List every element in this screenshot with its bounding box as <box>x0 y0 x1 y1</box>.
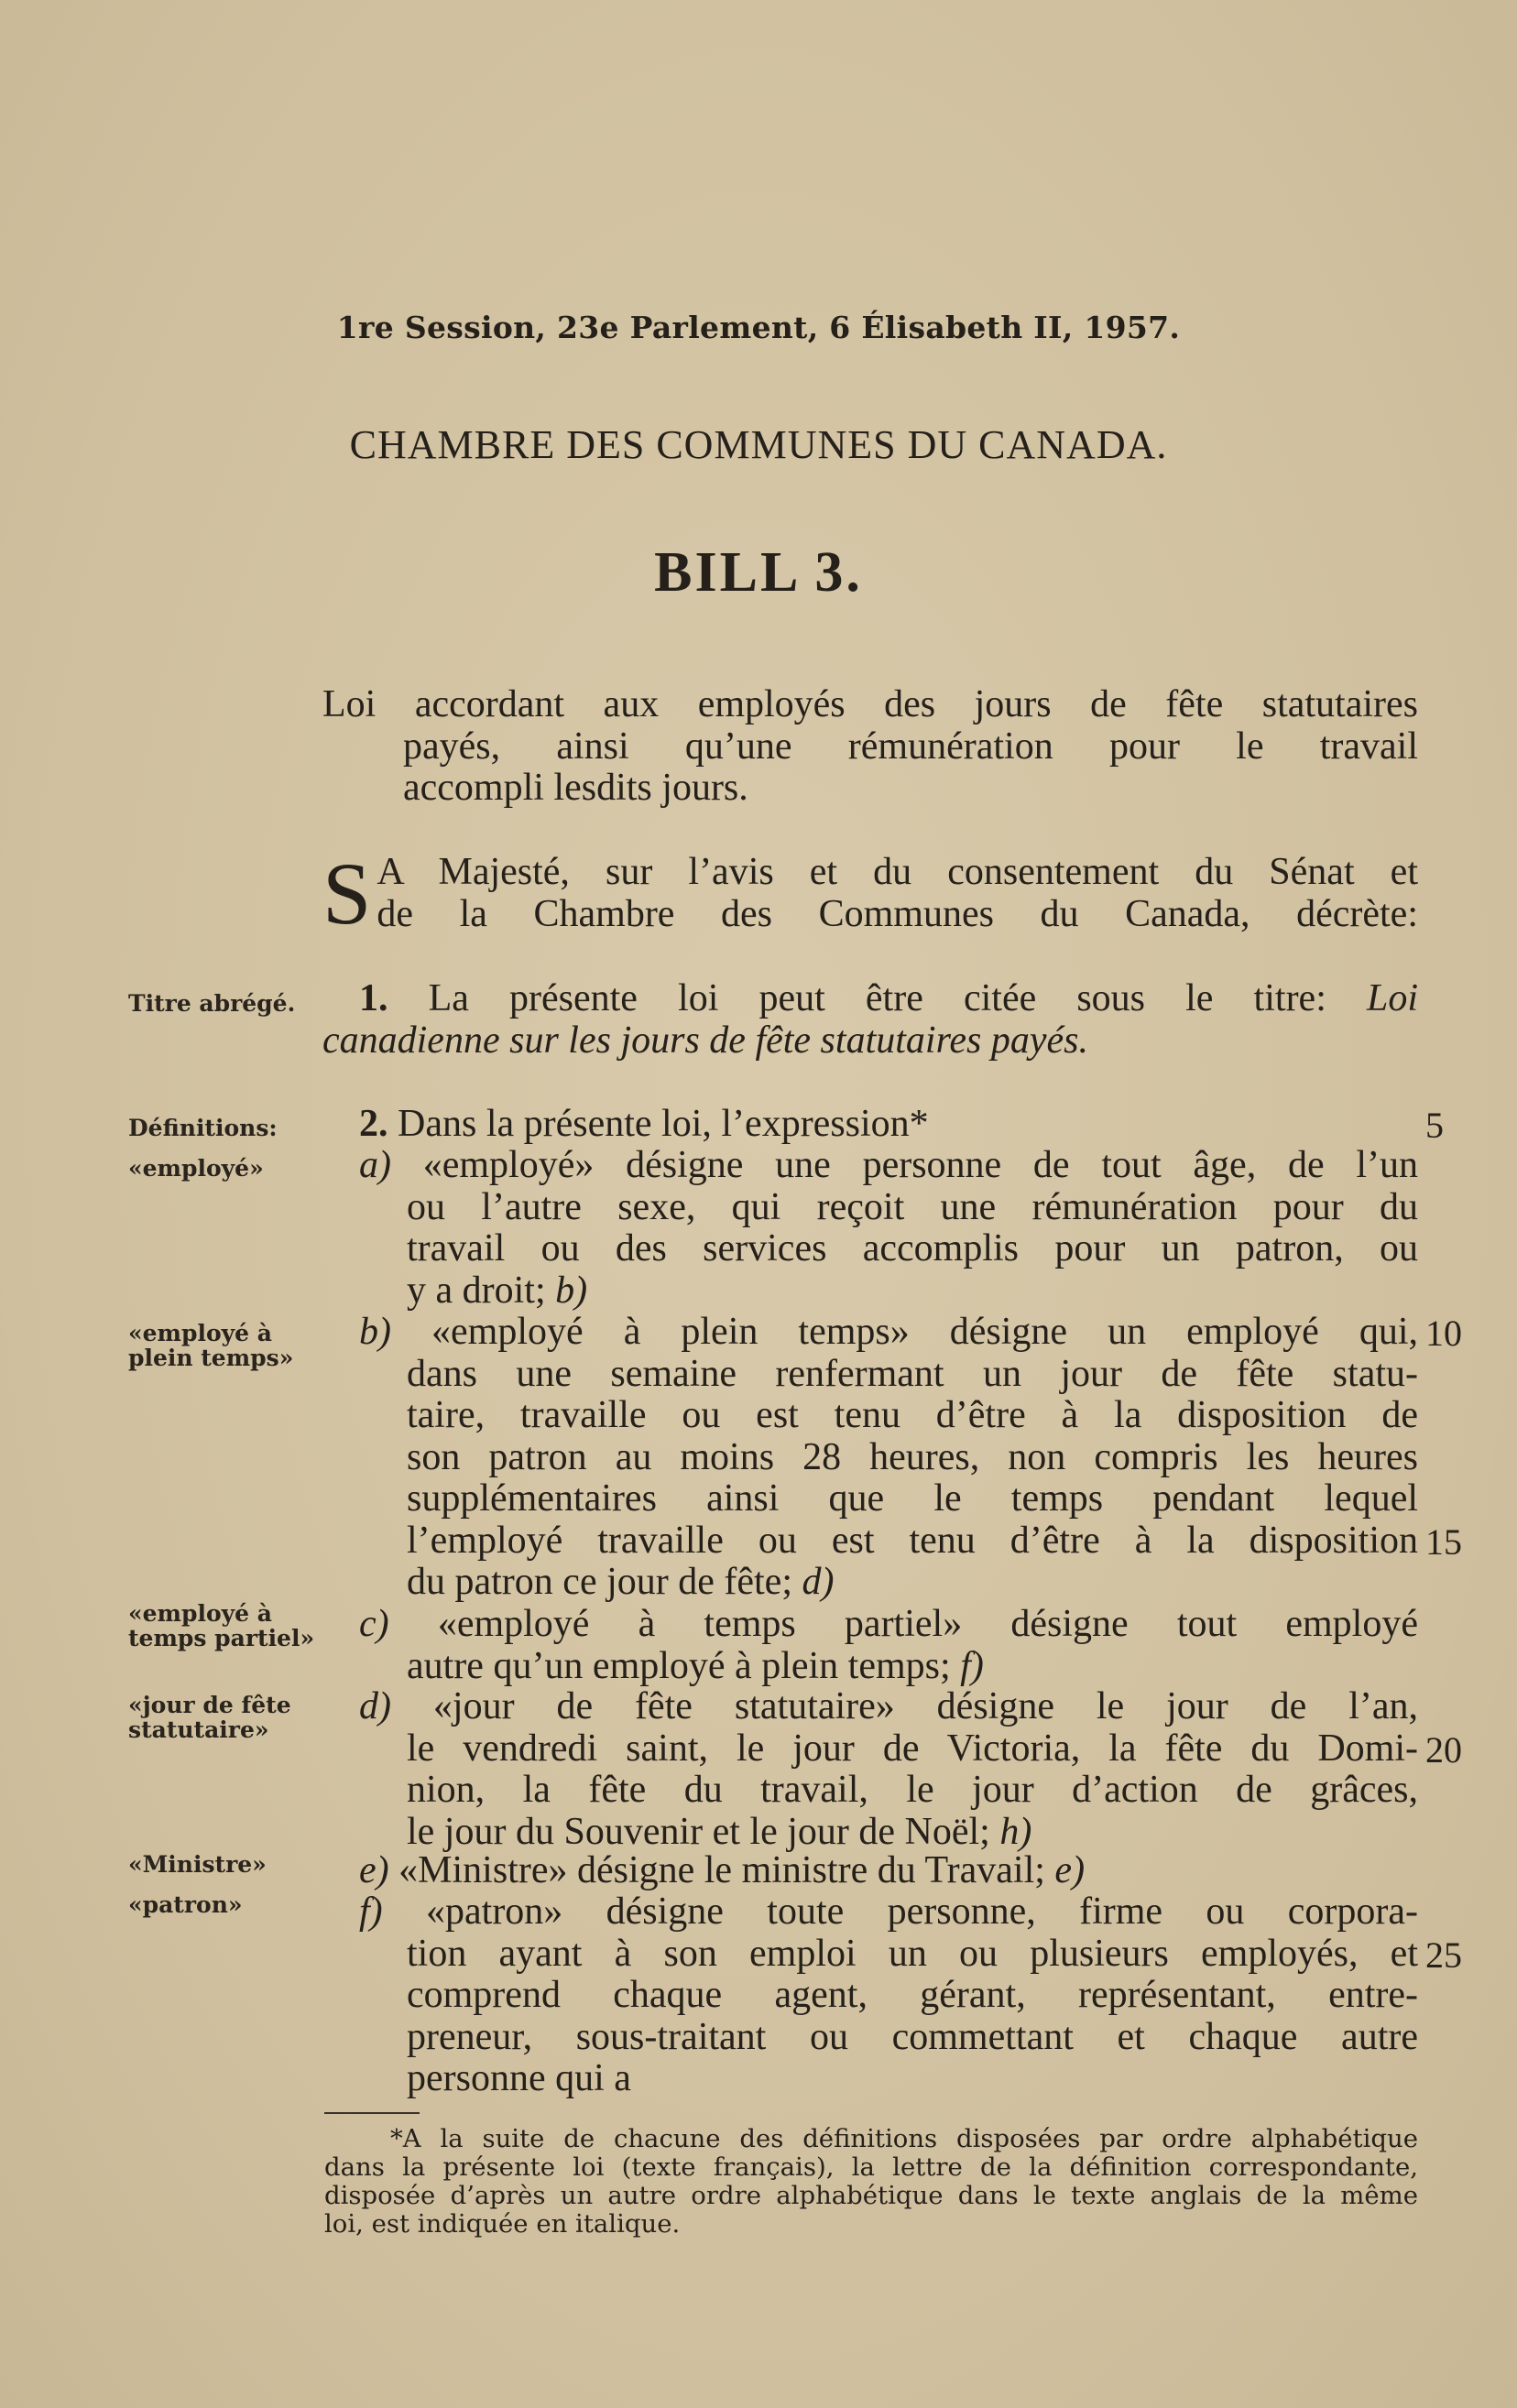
english-letter-ref: b) <box>555 1269 588 1312</box>
definition-text: «jour de fête statutaire» désigne le jour de l’an, <box>391 1685 1418 1727</box>
definition-line <box>322 1812 1418 1854</box>
margin-note-short-title: Titre abrégé. <box>128 990 296 1017</box>
section-2-intro-line <box>322 1104 1418 1146</box>
english-letter-ref: f) <box>960 1644 984 1687</box>
definition-line <box>322 1850 1418 1892</box>
line-number-20: 20 <box>1425 1729 1462 1771</box>
definition-line: son patron au moins 28 heures, non compris les heures <box>407 1435 1418 1478</box>
footnote <box>324 2125 1418 2239</box>
line-number-5: 5 <box>1425 1105 1444 1146</box>
long-title-line-3: accompli lesdits jours. <box>403 767 748 809</box>
footnote-line: dans la présente loi (texte français), la lettre de la définition correspondante, <box>324 2152 1418 2182</box>
definition-letter: e) <box>359 1849 389 1891</box>
definition-letter: d) <box>359 1685 391 1727</box>
line-number-15: 15 <box>1425 1521 1462 1563</box>
definition-text: «Ministre» désigne le ministre du Travail; <box>388 1849 1045 1891</box>
section-2-number: 2. <box>359 1103 388 1145</box>
definition-line: l’employé travaille ou est tenu d’être à la disposition <box>407 1519 1418 1562</box>
definition-text: «employé à plein temps» désigne un employé qui, <box>391 1311 1418 1353</box>
definition-text: autre qu’un employé à plein temps; <box>407 1644 951 1687</box>
margin-note-patron: «patron» <box>128 1891 243 1918</box>
definition-line: travail ou des services accomplis pour un patron, ou <box>407 1227 1418 1269</box>
definition-line: comprend chaque agent, gérant, représentant, entre- <box>407 1974 1418 2016</box>
margin-note-ministre: «Ministre» <box>128 1851 267 1878</box>
definition-text: «patron» désigne toute personne, firme ou corpora- <box>382 1890 1418 1933</box>
line-number-10: 10 <box>1425 1313 1462 1354</box>
definition-text: y a droit; <box>407 1269 546 1312</box>
enacting-line-1: A Majesté, sur l’avis et du consentement du Sénat et <box>377 851 1418 893</box>
session-line: 1re Session, 23e Parlement, 6 Élisabeth II, 1957. <box>336 310 1181 345</box>
definition-line <box>322 1891 1418 1934</box>
definition-line <box>322 1562 1418 1604</box>
definition-line: ou l’autre sexe, qui reçoit une rémunération pour du <box>407 1185 1418 1228</box>
definition-text: «employé» désigne une personne de tout âge, de l’un <box>391 1144 1418 1186</box>
definition-d <box>322 1686 1418 1853</box>
definition-letter: c) <box>359 1603 389 1645</box>
section-1-line-1 <box>322 978 1418 1020</box>
definition-line <box>322 1686 1418 1728</box>
section-1-title-italic-b: canadienne sur les jours de fête statutaires payés. <box>322 1019 1088 1062</box>
section-2-intro <box>322 1104 1418 1146</box>
definition-e <box>322 1850 1418 1892</box>
footnote-line: disposée d’après un autre ordre alphabétique dans le texte anglais de la même <box>324 2181 1418 2210</box>
bill-number: BILL 3. <box>654 541 863 604</box>
section-1-text: La présente loi peut être citée sous le titre: <box>387 977 1367 1019</box>
definition-line <box>322 1646 1418 1688</box>
definition-text: le jour du Souvenir et le jour de Noël; <box>407 1810 990 1853</box>
definition-text: «employé à temps partiel» désigne tout employé <box>388 1603 1418 1645</box>
margin-note-employe-temps-partiel: «employé à temps partiel» <box>128 1600 315 1651</box>
english-letter-ref: e) <box>1054 1849 1086 1891</box>
footnote-line: loi, est indiquée en italique. <box>324 2209 681 2239</box>
long-title-line-2: payés, ainsi qu’une rémunération pour le travail <box>403 725 1418 768</box>
definition-line <box>322 1270 1418 1313</box>
definition-line: le vendredi saint, le jour de Victoria, la fête du Domi- <box>407 1727 1418 1770</box>
definition-b <box>322 1312 1418 1604</box>
section-1-title-italic-a: Loi <box>1366 977 1418 1019</box>
section-1 <box>322 978 1418 1062</box>
long-title-line-1: Loi accordant aux employés des jours de fête statutaires <box>322 683 1418 725</box>
definition-line <box>322 1604 1418 1646</box>
definition-c <box>322 1604 1418 1687</box>
definition-letter: a) <box>359 1144 391 1186</box>
english-letter-ref: d) <box>802 1561 835 1603</box>
enacting-line-2: de la Chambre des Communes du Canada, décrète: <box>377 892 1418 935</box>
long-title <box>322 684 1418 810</box>
margin-note-employe: «employé» <box>128 1155 264 1182</box>
definition-text: du patron ce jour de fête; <box>407 1561 792 1603</box>
house-heading: CHAMBRE DES COMMUNES DU CANADA. <box>349 422 1168 467</box>
footnote-line: *A la suite de chacune des définitions disposées par ordre alphabétique <box>390 2124 1418 2153</box>
definition-line: nion, la fête du travail, le jour d’action de grâces, <box>407 1769 1418 1811</box>
line-number-25: 25 <box>1425 1934 1462 1976</box>
definition-line <box>322 1145 1418 1187</box>
definition-line: dans une semaine renfermant un jour de fête statu- <box>407 1352 1418 1395</box>
margin-note-jour-fete: «jour de fête statutaire» <box>128 1692 291 1743</box>
definition-f <box>322 1891 1418 2100</box>
definition-line: tion ayant à son emploi un ou plusieurs employés, et <box>407 1932 1418 1975</box>
english-letter-ref: h) <box>999 1810 1032 1853</box>
definition-line: supplémentaires ainsi que le temps pendant lequel <box>407 1477 1418 1520</box>
definition-letter: f) <box>359 1890 383 1933</box>
definition-letter: b) <box>359 1311 391 1353</box>
drop-cap: S <box>322 844 372 942</box>
enacting-clause <box>322 844 1418 942</box>
section-2-intro-text: Dans la présente loi, l’expression* <box>387 1103 929 1145</box>
definition-line: personne qui a <box>407 2057 631 2099</box>
section-1-number: 1. <box>359 977 388 1019</box>
definition-line <box>322 1312 1418 1354</box>
definition-line: taire, travaille ou est tenu d’être à la disposition de <box>407 1394 1418 1436</box>
margin-note-employe-plein-temps: «employé à plein temps» <box>128 1320 294 1371</box>
definition-a <box>322 1145 1418 1312</box>
footnote-rule <box>324 2112 420 2114</box>
margin-note-definitions: Définitions: <box>128 1115 278 1141</box>
definition-line: preneur, sous-traitant ou commettant et chaque autre <box>407 2015 1418 2058</box>
